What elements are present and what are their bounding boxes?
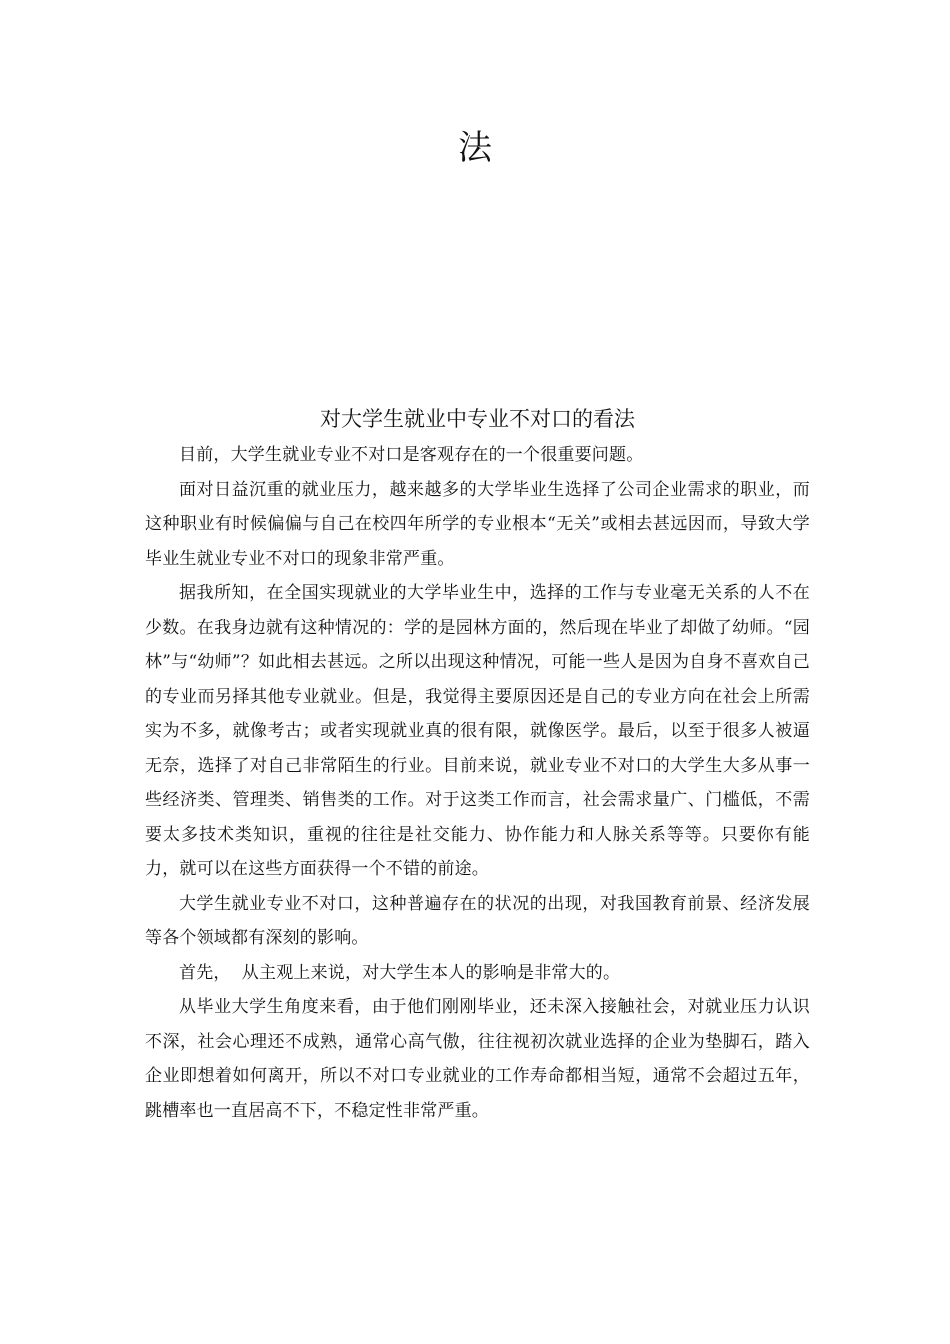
- previous-page-title-fragment: 法: [458, 128, 492, 168]
- paragraph-1: 目前，大学生就业专业不对口是客观存在的一个很重要问题。: [179, 445, 644, 465]
- paragraph-4: 大学生就业专业不对口，这种普遍存在的状况的出现，对我国教育前景、经济发展等各个领域都有深刻的影响。: [145, 893, 810, 948]
- article-title: 对大学生就业中专业不对口的看法: [320, 407, 635, 431]
- article: [145, 400, 810, 1128]
- paragraph-6: 从毕业大学生角度来看，由于他们刚刚毕业，还未深入接触社会，对就业压力认识不深，社会心理还不成熟，通常心高气傲，往往视初次就业选择的企业为垫脚石，踏入企业即想着如何离开，所以不对口专业就业的工作寿命都相当短，通常不会超过五年，跳槽率也一直居高不下，不稳定性非常严重。: [145, 997, 810, 1121]
- paragraph-3: 据我所知，在全国实现就业的大学毕业生中，选择的工作与专业毫无关系的人不在少数。在我身边就有这种情况的：学的是园林方面的，然后现在毕业了却做了幼师。“园林”与“幼师”？如此相去甚远。之所以出现这种情况，可能一些人是因为自身不喜欢自己的专业而另择其他专业就业。但是，我觉得主要原因还是自己的专业方向在社会上所需实为不多，就像考古；或者实现就业真的很有限，就像医学。最后，以至于很多人被逼无奈，选择了对自己非常陌生的行业。目前来说，就业专业不对口的大学生大多从事一些经济类、管理类、销售类的工作。对于这类工作而言，社会需求量广、门槛低，不需要太多技术类知识，重视的往往是社交能力、协作能力和人脉关系等等。只要你有能力，就可以在这些方面获得一个不错的前途。: [145, 583, 810, 879]
- paragraph-5: 首先， 从主观上来说，对大学生本人的影响是非常大的。: [179, 962, 621, 983]
- paragraph-2: 面对日益沉重的就业压力，越来越多的大学毕业生选择了公司企业需求的职业，而这种职业有时候偏偏与自己在校四年所学的专业根本“无关”或相去甚远因而，导致大学毕业生就业专业不对口的现象非常严重。: [145, 479, 810, 569]
